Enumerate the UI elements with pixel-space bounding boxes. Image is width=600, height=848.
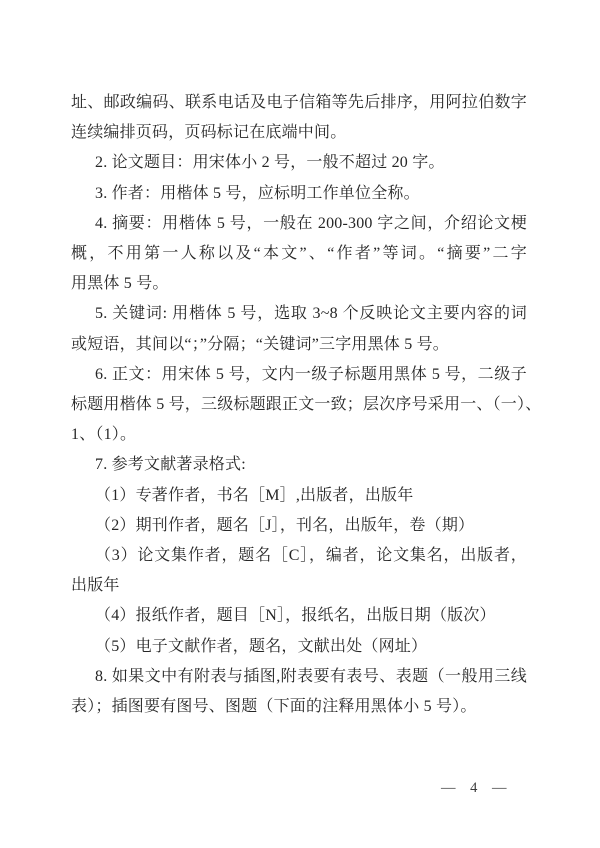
paragraph-line: （2）期刊作者，题名［J］，刊名，出版年，卷（期）: [95, 516, 475, 534]
paragraph-line: 址、邮政编码、联系电话及电子信箱等先后排序，用阿拉伯数字: [71, 94, 527, 111]
paragraph-line: 8. 如果文中有附表与插图,附表要有表号、表题（一般用三线: [95, 667, 527, 685]
page-number: — 4 —: [441, 780, 508, 796]
paragraph-line: 标题用楷体 5 号，三级标题跟正文一致；层次序号采用一、（一）、: [71, 396, 542, 414]
paragraph-line: 5. 关键词: 用楷体 5 号，选取 3~8 个反映论文主要内容的词: [95, 305, 527, 323]
paragraph-line: （4）报纸作者，题目［N］，报纸名，出版日期（版次）: [95, 607, 496, 625]
paragraph-line: 出版年: [71, 577, 120, 595]
paragraph-line: 4. 摘要：用楷体 5 号，一般在 200-300 字之间，介绍论文梗: [95, 214, 527, 232]
paragraph-line: 1、（1）。: [71, 426, 137, 444]
paragraph-line: （5）电子文献作者，题名，文献出处（网址）: [95, 637, 428, 655]
paragraph-line: 7. 参考文献著录格式:: [95, 456, 246, 474]
paragraph-line: 或短语，其间以“；”分隔；“关键词”三字用黑体 5 号。: [71, 335, 450, 353]
paragraph-line: 概，不用第一人称以及“本文”、“作者”等词。“摘要”二字: [71, 245, 527, 263]
paragraph-line: （3）论文集作者，题名［C］，编者，论文集名，出版者，: [95, 547, 527, 565]
paragraph-line: 6. 正文：用宋体 5 号，文内一级子标题用黑体 5 号，二级子: [95, 365, 527, 383]
paragraph-line: （1）专著作者，书名［M］,出版者，出版年: [95, 486, 414, 504]
text-block: [71, 88, 542, 722]
paragraph-line: 连续编排页码，页码标记在底端中间。: [71, 124, 347, 142]
paragraph-line: 表）；插图要有图号、图题（下面的注释用黑体小 5 号）。: [71, 698, 477, 716]
paragraph-line: 3. 作者：用楷体 5 号，应标明工作单位全称。: [95, 184, 420, 202]
paragraph-line: 2. 论文题目：用宋体小 2 号，一般不超过 20 字。: [95, 154, 445, 172]
paragraph-line: 用黑体 5 号。: [71, 275, 169, 293]
